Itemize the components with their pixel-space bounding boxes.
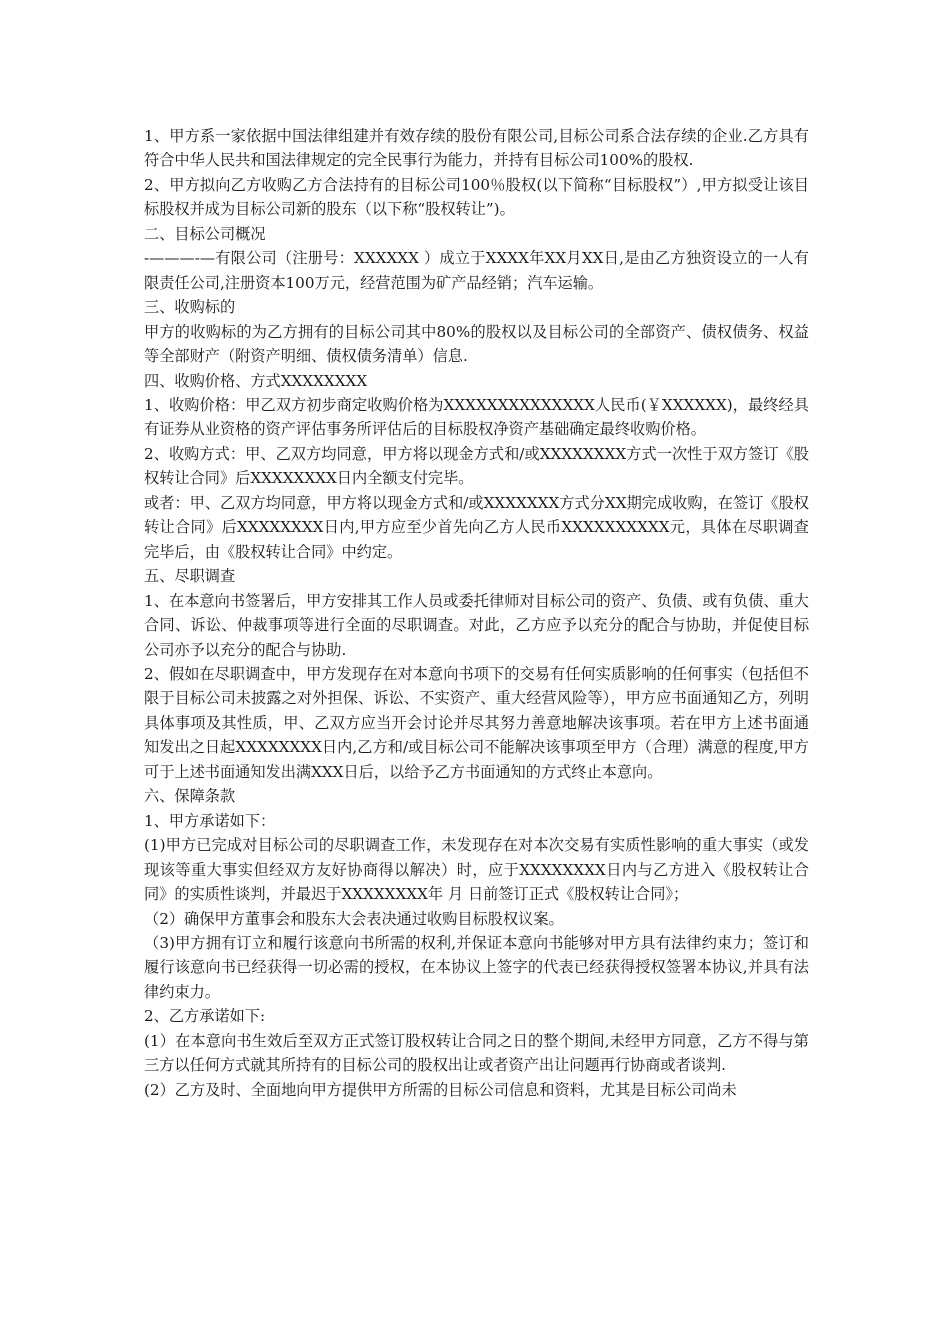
paragraph-party-a-item-1: (1)甲方已完成对目标公司的尽职调查工作，未发现存在对本次交易有实质性影响的重大事实（或发现该等重大事实但经双方友好协商得以解决）时，应于XXXXXXXX日内与乙方进入《股权转让合同》的实质性谈判，并最迟于XXXXXXXX年 月 日前签订正式《股权转让合同》；: [144, 836, 809, 904]
paragraph-acquisition-target: 甲方的收购标的为乙方拥有的目标公司其中80%的股权以及目标公司的全部资产、债权债务、权益等全部财产（附资产明细、债权债务清单）信息.: [144, 322, 809, 366]
paragraph-party-a-item-3: （3)甲方拥有订立和履行该意向书所需的权利,并保证本意向书能够对甲方具有法律约束力；签订和履行该意向书已经获得一切必需的授权，在本协议上签字的代表已经获得授权签署本协议,并具有法律约束力。: [144, 933, 809, 1001]
paragraph-method: 2、收购方式：甲、乙双方均同意，甲方将以现金方式和/或XXXXXXXX方式一次性于双方签订《股权转让合同》后XXXXXXXX日内全额支付完毕。: [144, 444, 809, 488]
section-heading-4: 四、收购价格、方式XXXXXXXX: [144, 371, 368, 390]
paragraph-1: 1、甲方系一家依据中国法律组建并有效存续的股份有限公司,目标公司系合法存续的企业.乙方具有符合中华人民共和国法律规定的完全民事行为能力，并持有目标公司100%的股权.: [144, 127, 809, 170]
section-heading-2: 二、目标公司概况: [144, 224, 266, 243]
document-page: [144, 124, 809, 1102]
paragraph-party-b-item-1: (1）在本意向书生效后至双方正式签订股权转让合同之日的整个期间,未经甲方同意，乙方不得与第三方以任何方式就其所持有的目标公司的股权出让或者资产出让问题再行协商或者谈判.: [144, 1031, 809, 1075]
paragraph-due-diligence-1: 1、在本意向书签署后，甲方安排其工作人员或委托律师对目标公司的资产、负债、或有负债、重大合同、诉讼、仲裁事项等进行全面的尽职调查。对此，乙方应予以充分的配合与协助，并促使目标公司亦予以充分的配合与协助.: [144, 591, 809, 659]
paragraph-method-alt: 或者：甲、乙双方均同意，甲方将以现金方式和/或XXXXXXX方式分XX期完成收购，在签订《股权转让合同》后XXXXXXXX日内,甲方应至少首先向乙方人民币XXXXXXXXXX元，具体在尽职调查完毕后，由《股权转让合同》中约定。: [144, 493, 809, 561]
paragraph-party-b-item-2: (2）乙方及时、全面地向甲方提供甲方所需的目标公司信息和资料，尤其是目标公司尚未: [144, 1080, 737, 1099]
paragraph-party-b-promises: 2、乙方承诺如下:: [144, 1007, 266, 1026]
paragraph-party-a-item-2: （2）确保甲方董事会和股东大会表决通过收购目标股权议案。: [144, 909, 564, 928]
section-heading-5: 五、尽职调查: [144, 567, 236, 586]
paragraph-price: 1、收购价格：甲乙双方初步商定收购价格为XXXXXXXXXXXXXX人民币(￥XXXXXX)，最终经具有证券从业资格的资产评估事务所评估后的目标股权净资产基础确定最终收购价格。: [144, 395, 809, 439]
paragraph-2: 2、甲方拟向乙方收购乙方合法持有的目标公司100％股权(以下简称“目标股权”）,甲方拟受让该目标股权并成为目标公司新的股东（以下称“股权转让”)。: [144, 175, 809, 219]
section-heading-6: 六、保障条款: [144, 787, 236, 806]
section-heading-3: 三、收购标的: [144, 298, 236, 317]
paragraph-due-diligence-2: 2、假如在尽职调查中，甲方发现存在对本意向书项下的交易有任何实质影响的任何事实（包括但不限于目标公司未披露之对外担保、诉讼、不实资产、重大经营风险等），甲方应书面通知乙方，列明具体事项及其性质，甲、乙双方应当开会讨论并尽其努力善意地解决该事项。若在甲方上述书面通知发出之日起XXXXXXXX日内,乙方和/或目标公司不能解决该事项至甲方（合理）满意的程度,甲方可于上述书面通知发出满XXX日后，以给予乙方书面通知的方式终止本意向。: [144, 664, 809, 781]
paragraph-party-a-promises: 1、甲方承诺如下：: [144, 811, 276, 830]
paragraph-company-overview: -———-—有限公司（注册号：XXXXXX ）成立于XXXX年XX月XX日,是由乙方独资设立的一人有限责任公司,注册资本100万元，经营范围为矿产品经销；汽车运输。: [144, 249, 809, 292]
